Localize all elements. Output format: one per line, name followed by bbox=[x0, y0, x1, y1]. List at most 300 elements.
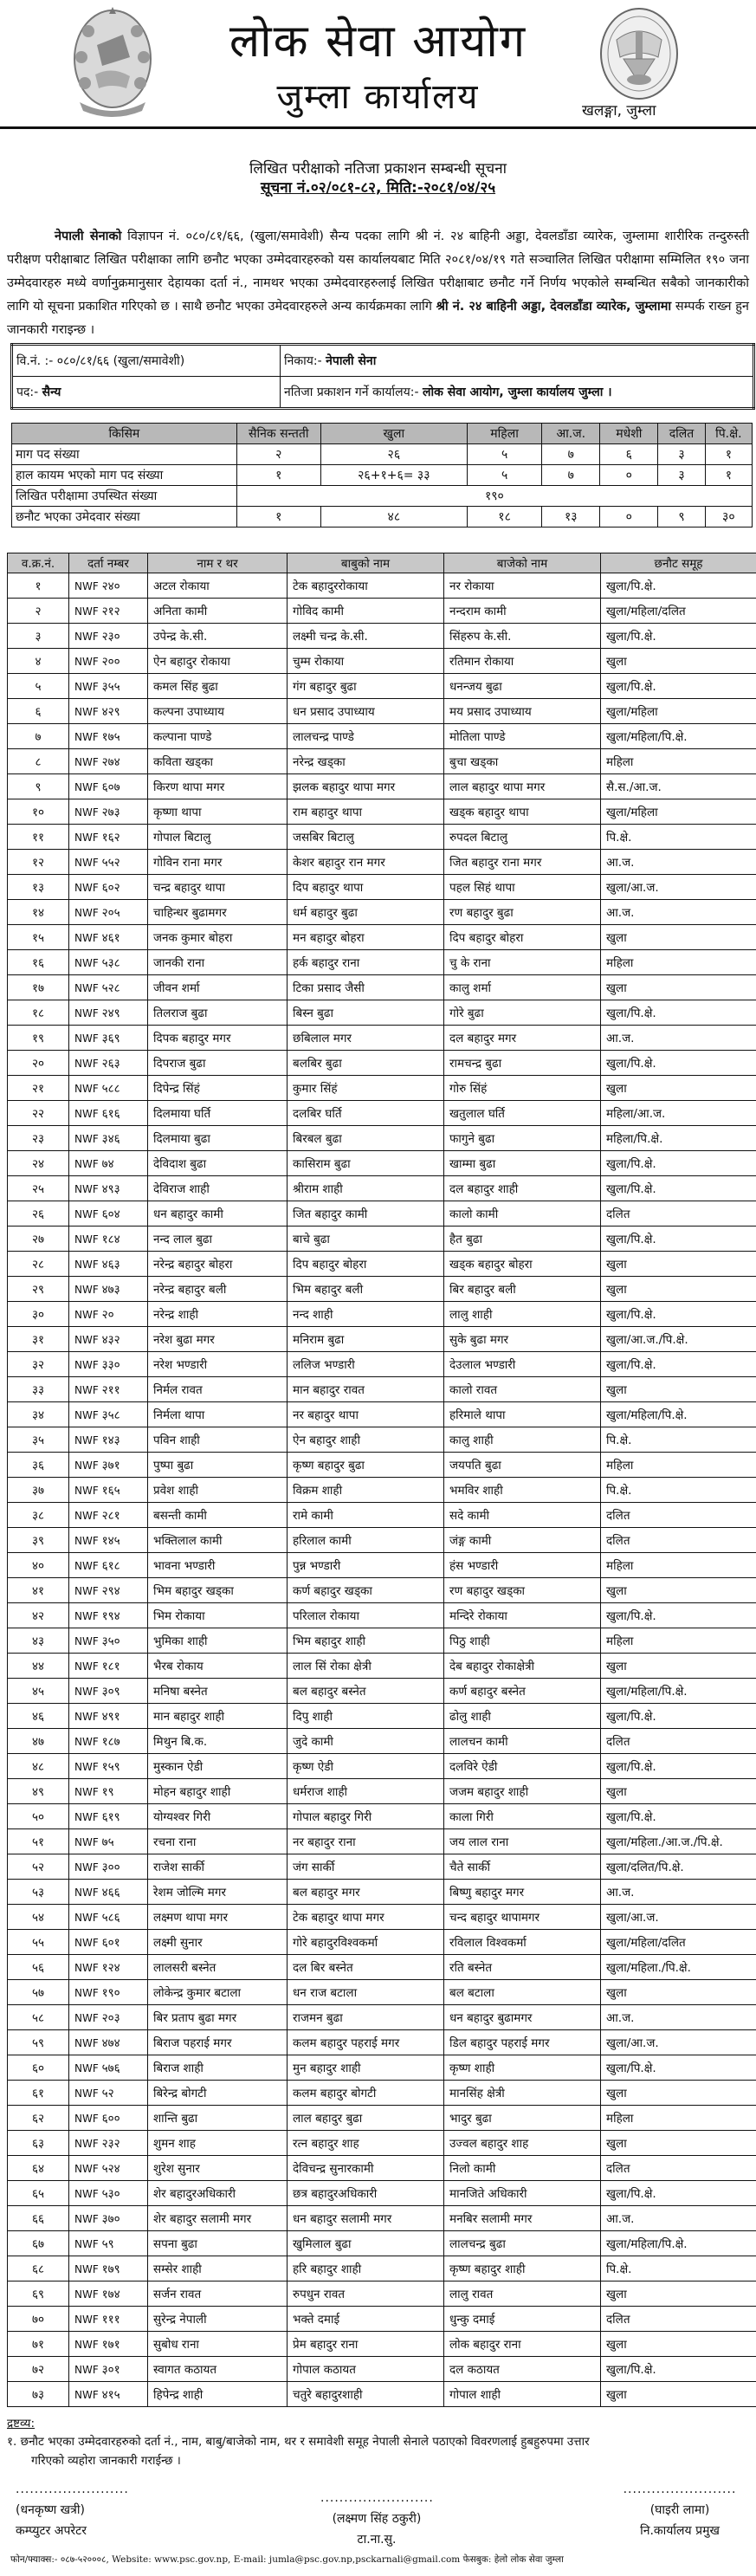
father-name: धन प्रसाद उपाध्याय bbox=[288, 699, 444, 724]
candidate-name: भिम रोकाया bbox=[148, 1603, 288, 1628]
candidate-name: स्वागत कठायत bbox=[148, 2357, 288, 2382]
serial-number: ४४ bbox=[8, 1654, 69, 1679]
candidate-name: दिपक बहादुर मगर bbox=[148, 1026, 288, 1051]
registration-prefix: NWF bbox=[74, 2288, 99, 2301]
serial-number: ५४ bbox=[8, 1905, 69, 1930]
summary-value: ० bbox=[600, 465, 658, 486]
col-header-name: नाम र थर bbox=[148, 553, 288, 573]
table-row bbox=[8, 2131, 756, 2156]
summary-value: २६ bbox=[320, 444, 467, 465]
summary-label: छनौट भएका उमेदवार संख्या bbox=[12, 507, 237, 527]
table-row bbox=[8, 1277, 756, 1302]
selection-group: खुला/पि.क्षे. bbox=[601, 1352, 756, 1377]
registration-digits: १५९ bbox=[101, 1760, 120, 1774]
registration-number bbox=[69, 799, 148, 825]
table-row bbox=[8, 950, 756, 975]
selection-group: खुला/पि.क्षे. bbox=[601, 1227, 756, 1252]
registration-prefix: NWF bbox=[74, 1987, 99, 1999]
agency-value: नेपाली सेना bbox=[326, 354, 377, 368]
serial-number: ८ bbox=[8, 749, 69, 774]
serial-number: ७१ bbox=[8, 2332, 69, 2357]
serial-number: ५६ bbox=[8, 1955, 69, 1980]
registration-number bbox=[69, 749, 148, 774]
father-name: परिलाल रोकाया bbox=[288, 1603, 444, 1628]
registration-prefix: NWF bbox=[74, 656, 99, 668]
selection-group: आ.ज. bbox=[601, 1880, 756, 1905]
candidate-name: लक्ष्मी सुनार bbox=[148, 1930, 288, 1955]
father-name: बिरबल बुढा bbox=[288, 1126, 444, 1151]
serial-number: ६७ bbox=[8, 2231, 69, 2256]
table-row bbox=[8, 1679, 756, 1704]
registration-number bbox=[69, 1829, 148, 1854]
table-row bbox=[8, 1578, 756, 1603]
registration-prefix: NWF bbox=[74, 857, 99, 869]
grandfather-name: देउलाल भण्डारी bbox=[444, 1352, 601, 1377]
candidate-name: शेर बहादुरअधिकारी bbox=[148, 2181, 288, 2206]
summary-value: १ bbox=[236, 465, 320, 486]
table-row bbox=[8, 1176, 756, 1201]
signatory-title: कम्प्युटर अपरेटर bbox=[16, 2524, 87, 2538]
serial-number: १५ bbox=[8, 925, 69, 950]
serial-number: ४९ bbox=[8, 1779, 69, 1804]
registration-prefix: NWF bbox=[74, 2163, 99, 2175]
registration-prefix: NWF bbox=[74, 2389, 99, 2401]
grandfather-name: रण बहादुर खड्का bbox=[444, 1578, 601, 1603]
signatory-title: टा.ना.सु. bbox=[357, 2533, 397, 2547]
grandfather-name: पहल सिहं थापा bbox=[444, 875, 601, 900]
father-name: जसबिर बिटालु bbox=[288, 825, 444, 850]
grandfather-name: मानसिंह क्षेत्री bbox=[444, 2081, 601, 2106]
registration-number bbox=[69, 1955, 148, 1980]
grandfather-name: मन्दिरे रोकाया bbox=[444, 1603, 601, 1628]
father-name: दिप बहादुर बोहरा bbox=[288, 1252, 444, 1277]
grandfather-name: गोपाल शाही bbox=[444, 2382, 601, 2407]
registration-number bbox=[69, 1352, 148, 1377]
father-name: गोपाल बहादुर गिरी bbox=[288, 1804, 444, 1829]
registration-number bbox=[69, 1126, 148, 1151]
selection-group: दलित bbox=[601, 1503, 756, 1528]
serial-number: १८ bbox=[8, 1000, 69, 1026]
table-row bbox=[8, 1478, 756, 1503]
candidate-name: भावना भण्डारी bbox=[148, 1553, 288, 1578]
registration-prefix: NWF bbox=[74, 1259, 99, 1271]
registration-digits: १४३ bbox=[101, 1434, 120, 1447]
summary-value: १ bbox=[236, 507, 320, 527]
agency-cell bbox=[281, 345, 754, 377]
grandfather-name: कालु शाही bbox=[444, 1427, 601, 1453]
registration-digits: ४७३ bbox=[101, 1283, 120, 1297]
registration-number bbox=[69, 2231, 148, 2256]
serial-number: ५२ bbox=[8, 1854, 69, 1880]
father-name: देविचन्द्र सुनारकामी bbox=[288, 2156, 444, 2181]
father-name: झलक बहादुर थापा मगर bbox=[288, 774, 444, 799]
registration-digits: ६१९ bbox=[101, 1810, 120, 1824]
registration-number bbox=[69, 900, 148, 925]
candidate-name: दिपराज बुढा bbox=[148, 1051, 288, 1076]
summary-attended-value: १९० bbox=[236, 486, 752, 507]
table-row bbox=[8, 1352, 756, 1377]
selection-group: खुला/पि.क्षे. bbox=[601, 624, 756, 649]
registration-digits: ४६३ bbox=[101, 1258, 120, 1272]
candidate-rows bbox=[8, 573, 756, 2407]
table-row bbox=[8, 2156, 756, 2181]
registration-digits: ४३२ bbox=[101, 1333, 120, 1347]
summary-value: ७ bbox=[542, 465, 600, 486]
registration-prefix: NWF bbox=[74, 1434, 99, 1447]
registration-number bbox=[69, 875, 148, 900]
registration-digits: ६१६ bbox=[101, 1107, 120, 1121]
registration-prefix: NWF bbox=[74, 2213, 99, 2225]
serial-number: ३९ bbox=[8, 1528, 69, 1553]
selection-group: आ.ज. bbox=[601, 1026, 756, 1051]
father-name: ऐन बहादुर शाही bbox=[288, 1427, 444, 1453]
registration-digits: ६०७ bbox=[101, 780, 120, 794]
registration-prefix: NWF bbox=[74, 907, 99, 919]
registration-number bbox=[69, 1101, 148, 1126]
grandfather-name: रुपदल बिटालु bbox=[444, 825, 601, 850]
registration-number bbox=[69, 1628, 148, 1654]
grandfather-name: मानजिते अधिकारी bbox=[444, 2181, 601, 2206]
serial-number: २९ bbox=[8, 1277, 69, 1302]
candidate-name: देविदाश बुढा bbox=[148, 1151, 288, 1176]
registration-number bbox=[69, 2131, 148, 2156]
registration-number bbox=[69, 1754, 148, 1779]
registration-prefix: NWF bbox=[74, 1334, 99, 1346]
grandfather-name: भमविर शाही bbox=[444, 1478, 601, 1503]
selected-candidates-table bbox=[7, 553, 756, 2407]
selection-group: खुला/पि.क्षे. bbox=[601, 2055, 756, 2081]
serial-number: ४ bbox=[8, 649, 69, 674]
father-name: ललिज भण्डारी bbox=[288, 1352, 444, 1377]
registration-prefix: NWF bbox=[74, 1485, 99, 1497]
serial-number: २० bbox=[8, 1051, 69, 1076]
grandfather-name: बिष्णु बहादुर मगर bbox=[444, 1880, 601, 1905]
registration-digits: ५२ bbox=[101, 2087, 114, 2100]
father-name: गंग बहादुर बुढा bbox=[288, 674, 444, 699]
registration-digits: ५३८ bbox=[101, 956, 120, 970]
selection-group: खुला/पि.क्षे. bbox=[601, 1000, 756, 1026]
father-name: हरि बहादुर शाही bbox=[288, 2256, 444, 2282]
father-name: गोपाल कठायत bbox=[288, 2357, 444, 2382]
selection-group: खुला/दलित/पि.क्षे. bbox=[601, 1854, 756, 1880]
father-name: केशर बहादुर रान मगर bbox=[288, 850, 444, 875]
registration-prefix: NWF bbox=[74, 832, 99, 844]
selection-group: खुला bbox=[601, 1578, 756, 1603]
selection-group: दलित bbox=[601, 1201, 756, 1227]
registration-number bbox=[69, 1277, 148, 1302]
summary-value: १ bbox=[705, 444, 752, 465]
registration-number bbox=[69, 1980, 148, 2005]
father-name: दलबिर घर्ति bbox=[288, 1101, 444, 1126]
candidate-name: दिपेन्द्र सिंहं bbox=[148, 1076, 288, 1101]
table-row bbox=[8, 1628, 756, 1654]
grandfather-name: जजम बहादुर शाही bbox=[444, 1779, 601, 1804]
summary-value: २६+१+६= ३३ bbox=[320, 465, 467, 486]
serial-number: ७० bbox=[8, 2307, 69, 2332]
registration-number bbox=[69, 1201, 148, 1227]
grandfather-name: दलविरे ऐडी bbox=[444, 1754, 601, 1779]
table-row bbox=[8, 1779, 756, 1804]
selection-group: खुला/पि.क्षे. bbox=[601, 2181, 756, 2206]
registration-number bbox=[69, 1704, 148, 1729]
selection-group: खुला/पि.क्षे. bbox=[601, 1051, 756, 1076]
summary-row-demand bbox=[12, 444, 753, 465]
registration-digits: ४९१ bbox=[101, 1710, 120, 1724]
col-header-group: छनौट समूह bbox=[601, 553, 756, 573]
registration-number bbox=[69, 624, 148, 649]
candidate-name: रचना राना bbox=[148, 1829, 288, 1854]
summary-header: किसिम bbox=[12, 424, 237, 444]
serial-number: २ bbox=[8, 599, 69, 624]
candidate-name: मुस्कान ऐडी bbox=[148, 1754, 288, 1779]
registration-digits: ६०४ bbox=[101, 1207, 120, 1221]
grandfather-name: बल बटाला bbox=[444, 1980, 601, 2005]
selection-group: पि.क्षे. bbox=[601, 1478, 756, 1503]
selection-group: खुला bbox=[601, 2081, 756, 2106]
office-title: जुम्ला कार्यालय bbox=[276, 77, 480, 117]
serial-number: ६१ bbox=[8, 2081, 69, 2106]
registration-number bbox=[69, 1654, 148, 1679]
serial-number: ६४ bbox=[8, 2156, 69, 2181]
registration-digits: १६२ bbox=[101, 831, 120, 845]
registration-number bbox=[69, 1880, 148, 1905]
selection-group: खुला bbox=[601, 1779, 756, 1804]
father-name: भिम बहादुर शाही bbox=[288, 1628, 444, 1654]
summary-value: ३ bbox=[658, 465, 705, 486]
registration-number bbox=[69, 1051, 148, 1076]
serial-number: ६६ bbox=[8, 2206, 69, 2231]
selection-group: खुला/पि.क्षे. bbox=[601, 1151, 756, 1176]
candidate-name: शुरेश सुनार bbox=[148, 2156, 288, 2181]
table-row bbox=[8, 1026, 756, 1051]
serial-number: ३५ bbox=[8, 1427, 69, 1453]
registration-number bbox=[69, 950, 148, 975]
candidate-name: बिराज शाही bbox=[148, 2055, 288, 2081]
grandfather-name: लालचन्द्र बुढा bbox=[444, 2231, 601, 2256]
selection-group: खुला/महिला/दलित bbox=[601, 599, 756, 624]
candidate-name: दिलमाया बुढा bbox=[148, 1126, 288, 1151]
notes-heading: द्रष्टव्य: bbox=[7, 2417, 36, 2430]
registration-number bbox=[69, 1854, 148, 1880]
candidate-name: गोविन राना मगर bbox=[148, 850, 288, 875]
father-name: जुदे कामी bbox=[288, 1729, 444, 1754]
candidate-name: निर्मला थापा bbox=[148, 1402, 288, 1427]
candidate-name: नरेश बुढा मगर bbox=[148, 1327, 288, 1352]
serial-number: ५३ bbox=[8, 1880, 69, 1905]
registration-number bbox=[69, 1804, 148, 1829]
selection-group: महिला bbox=[601, 749, 756, 774]
registration-prefix: NWF bbox=[74, 1736, 99, 1748]
table-row bbox=[8, 1654, 756, 1679]
table-row bbox=[8, 749, 756, 774]
note-line-2: गरिएको व्यहोरा जानकारी गराईन्छ । bbox=[31, 2454, 181, 2468]
registration-number bbox=[69, 2382, 148, 2407]
registration-prefix: NWF bbox=[74, 1309, 99, 1321]
serial-number: ५९ bbox=[8, 2030, 69, 2055]
registration-number bbox=[69, 1729, 148, 1754]
candidate-name: नरेश भण्डारी bbox=[148, 1352, 288, 1377]
serial-number: ४२ bbox=[8, 1603, 69, 1628]
serial-number: ९ bbox=[8, 774, 69, 799]
serial-number: १७ bbox=[8, 975, 69, 1000]
serial-number: ५१ bbox=[8, 1829, 69, 1854]
selection-group: खुला/पि.क्षे. bbox=[601, 1804, 756, 1829]
table-row bbox=[8, 2181, 756, 2206]
table-row bbox=[8, 724, 756, 749]
serial-number: १२ bbox=[8, 850, 69, 875]
registration-number bbox=[69, 1679, 148, 1704]
registration-number bbox=[69, 724, 148, 749]
grandfather-name: रामचन्द्र बुढा bbox=[444, 1051, 601, 1076]
father-name: कृष्ण ऐडी bbox=[288, 1754, 444, 1779]
candidate-name: शुमन शाह bbox=[148, 2131, 288, 2156]
table-row bbox=[8, 2382, 756, 2407]
registration-digits: २१२ bbox=[101, 605, 120, 618]
summary-row-selected bbox=[12, 507, 753, 527]
grandfather-name: गोरु सिंहं bbox=[444, 1076, 601, 1101]
registration-prefix: NWF bbox=[74, 1660, 99, 1673]
table-row bbox=[8, 1880, 756, 1905]
registration-number bbox=[69, 1528, 148, 1553]
serial-number: ७२ bbox=[8, 2357, 69, 2382]
registration-number bbox=[69, 1176, 148, 1201]
registration-digits: २०५ bbox=[101, 906, 120, 920]
registration-prefix: NWF bbox=[74, 2238, 99, 2250]
candidates-header-row bbox=[8, 553, 756, 573]
advert-number: वि.नं. :- ०८०/८१/६६ (खुला/समावेशी) bbox=[12, 345, 281, 377]
registration-number bbox=[69, 2181, 148, 2206]
candidate-name: बिरेन्द्र बोगटी bbox=[148, 2081, 288, 2106]
registration-prefix: NWF bbox=[74, 1058, 99, 1070]
registration-prefix: NWF bbox=[74, 1510, 99, 1522]
serial-number: २४ bbox=[8, 1151, 69, 1176]
advert-info-table bbox=[10, 343, 755, 410]
candidate-name: सुरेन्द्र नेपाली bbox=[148, 2307, 288, 2332]
registration-prefix: NWF bbox=[74, 2037, 99, 2049]
summary-header: पि.क्षे. bbox=[705, 424, 752, 444]
grandfather-name: जय लाल राना bbox=[444, 1829, 601, 1854]
candidate-name: गोपाल बिटालु bbox=[148, 825, 288, 850]
grandfather-name: लालु रावत bbox=[444, 2282, 601, 2307]
father-name: दिपु शाही bbox=[288, 1704, 444, 1729]
father-name: बल बहादुर मगर bbox=[288, 1880, 444, 1905]
summary-label: लिखित परीक्षामा उपस्थित संख्या bbox=[12, 486, 237, 507]
selection-group: दलित bbox=[601, 2307, 756, 2332]
serial-number: ३७ bbox=[8, 1478, 69, 1503]
candidate-name: नन्द लाल बुढा bbox=[148, 1227, 288, 1252]
registration-number bbox=[69, 2156, 148, 2181]
registration-digits: ३५५ bbox=[101, 680, 120, 694]
table-row bbox=[8, 1854, 756, 1880]
col-header-grandfather: बाजेको नाम bbox=[444, 553, 601, 573]
registration-prefix: NWF bbox=[74, 1359, 99, 1371]
registration-number bbox=[69, 1578, 148, 1603]
father-name: पुन्न भण्डारी bbox=[288, 1553, 444, 1578]
registration-prefix: NWF bbox=[74, 982, 99, 994]
father-name: मन बहादुर बोहरा bbox=[288, 925, 444, 950]
registration-digits: २८१ bbox=[101, 1509, 120, 1523]
serial-number: ११ bbox=[8, 825, 69, 850]
table-row bbox=[8, 2005, 756, 2030]
father-name: छत्र बहादुरअधिकारी bbox=[288, 2181, 444, 2206]
serial-number: ६३ bbox=[8, 2131, 69, 2156]
registration-number bbox=[69, 1000, 148, 1026]
serial-number: १४ bbox=[8, 900, 69, 925]
registration-digits: ६०१ bbox=[101, 1936, 120, 1950]
selection-group: खुला/महिला./आ.ज./पि.क्षे. bbox=[601, 1829, 756, 1854]
father-name: लाल बहादुर बुढा bbox=[288, 2106, 444, 2131]
registration-prefix: NWF bbox=[74, 1183, 99, 1195]
grandfather-name: नर रोकाया bbox=[444, 573, 601, 599]
candidate-name: मोहन बहादुर शाही bbox=[148, 1779, 288, 1804]
grandfather-name: दल कठायत bbox=[444, 2357, 601, 2382]
serial-number: १ bbox=[8, 573, 69, 599]
registration-digits: ३७१ bbox=[101, 1459, 120, 1472]
registration-prefix: NWF bbox=[74, 706, 99, 718]
table-row bbox=[8, 900, 756, 925]
father-name: बाचे बुढा bbox=[288, 1227, 444, 1252]
selection-group: खुला/पि.क्षे. bbox=[601, 1704, 756, 1729]
father-name: कर्ण बहादुर खड्का bbox=[288, 1578, 444, 1603]
col-header-father: बाबुको नाम bbox=[288, 553, 444, 573]
serial-number: ६५ bbox=[8, 2181, 69, 2206]
registration-digits: २११ bbox=[101, 1383, 120, 1397]
father-name: रत्न बहादुर शाह bbox=[288, 2131, 444, 2156]
selection-group: खुला/महिला bbox=[601, 699, 756, 724]
registration-digits: ६०० bbox=[101, 2112, 120, 2126]
registration-digits: १६५ bbox=[101, 1484, 120, 1498]
grandfather-name: धनन्जय बुढा bbox=[444, 674, 601, 699]
registration-prefix: NWF bbox=[74, 1585, 99, 1597]
father-name: टिका प्रसाद जैसी bbox=[288, 975, 444, 1000]
summary-label: माग पद संख्या bbox=[12, 444, 237, 465]
signatory-name: (घाइरी लामा) bbox=[649, 2503, 710, 2517]
grandfather-name: देब बहादुर रोकाक्षेत्री bbox=[444, 1654, 601, 1679]
summary-value: ० bbox=[600, 507, 658, 527]
table-row bbox=[8, 1151, 756, 1176]
selection-group: खुला/महिला/पि.क्षे. bbox=[601, 724, 756, 749]
serial-number: ६८ bbox=[8, 2256, 69, 2282]
registration-digits: ३०९ bbox=[101, 1685, 120, 1699]
selection-group: आ.ज. bbox=[601, 850, 756, 875]
grandfather-name: कालो कामी bbox=[444, 1201, 601, 1227]
father-name: धन राज बटाला bbox=[288, 1980, 444, 2005]
quota-summary-table bbox=[11, 423, 753, 527]
registration-prefix: NWF bbox=[74, 806, 99, 819]
psc-logo-icon bbox=[598, 5, 681, 102]
registration-digits: ५२८ bbox=[101, 981, 120, 995]
intro-bold-agency: नेपाली सेनाको bbox=[55, 229, 122, 243]
candidate-name: दिलमाया घर्ति bbox=[148, 1101, 288, 1126]
registration-prefix: NWF bbox=[74, 2138, 99, 2150]
registration-digits: ४९३ bbox=[101, 1182, 120, 1196]
registration-digits: १११ bbox=[101, 2313, 120, 2327]
table-row bbox=[8, 774, 756, 799]
father-name: बिस्न बुढा bbox=[288, 1000, 444, 1026]
registration-digits: १७९ bbox=[101, 2262, 120, 2276]
grandfather-name: जयपति बुढा bbox=[444, 1453, 601, 1478]
father-name: धर्म बहादुर बुढा bbox=[288, 900, 444, 925]
selection-group: खुला bbox=[601, 925, 756, 950]
grandfather-name: कालु शर्मा bbox=[444, 975, 601, 1000]
summary-header: मधेशी bbox=[600, 424, 658, 444]
serial-number: ४६ bbox=[8, 1704, 69, 1729]
candidate-name: प्रवेश शाही bbox=[148, 1478, 288, 1503]
registration-number bbox=[69, 825, 148, 850]
summary-label: हाल कायम भएको माग पद संख्या bbox=[12, 465, 237, 486]
grandfather-name: धुन्कु दमाई bbox=[444, 2307, 601, 2332]
selection-group: खुला bbox=[601, 975, 756, 1000]
